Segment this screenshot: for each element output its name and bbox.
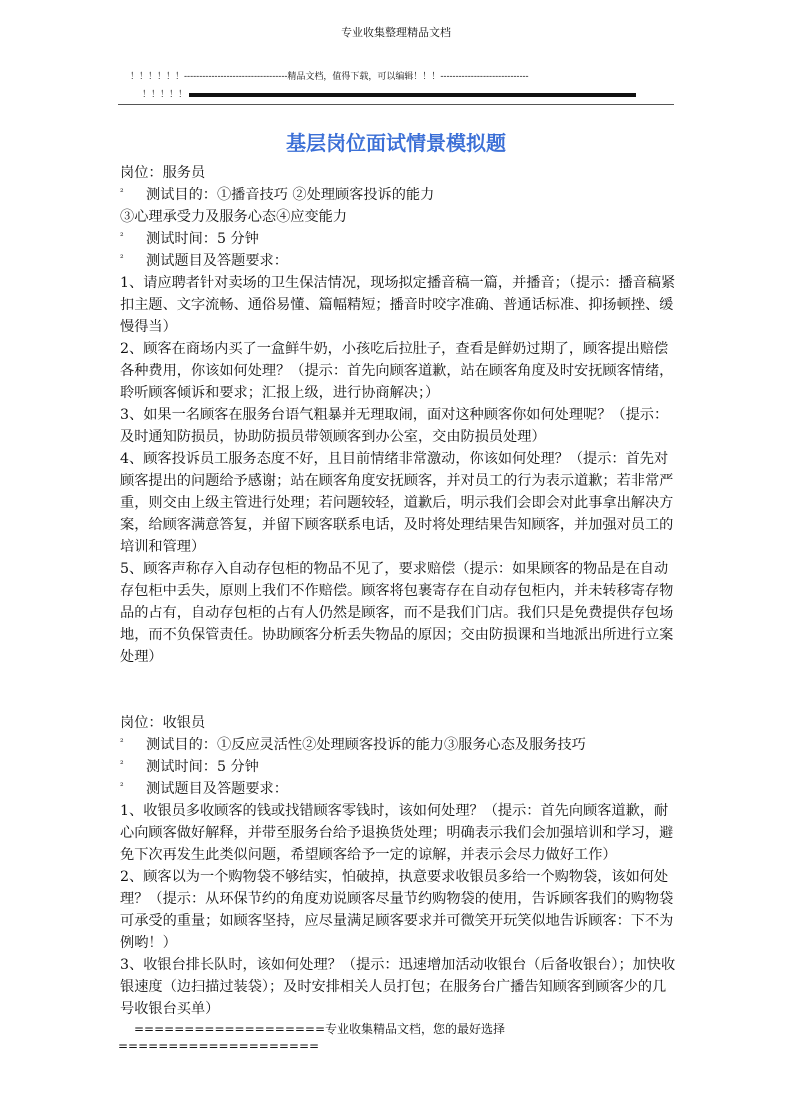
document-title: 基层岗位面试情景模拟题: [286, 131, 506, 155]
header-line2-prefix: ！！！！！: [142, 90, 188, 100]
footer-line-2: ====================: [118, 1039, 320, 1053]
section1-question-5: 5、顾客声称存入自动存包柜的物品不见了，要求赔偿（提示：如果顾客的物品是在自动存包柜中丢失，原则上我们不作赔偿。顾客将包裹寄存在自动存包柜内，并未转移寄存物品的占有，自动存包柜的占有人仍然是顾客，而不是我们门店。我们只是免费提供存包场地，而不负保管责任。协助顾客分析丢失物品的原因；交由防损课和当地派出所进行立案处理）: [120, 561, 674, 665]
header-title: 专业收集整理精品文档: [341, 26, 451, 39]
section1-purpose-continued: ③心理承受力及服务心态④应变能力: [120, 209, 348, 225]
section2-requirements-text: 测试题目及答题要求：: [146, 781, 288, 797]
section1-time-text: 测试时间：5 分钟: [146, 231, 259, 247]
document-body: [120, 162, 680, 1020]
section1-time: [120, 228, 680, 250]
bullet-marker: ²: [120, 760, 124, 770]
section-spacer: [120, 668, 680, 712]
section1-position: 岗位：服务员: [120, 165, 206, 181]
section1-requirements-text: 测试题目及答题要求：: [146, 253, 288, 269]
bullet-marker: ²: [120, 738, 124, 748]
section1-requirements: [120, 250, 680, 272]
section1-question-3: 3、如果一名顾客在服务台语气粗暴并无理取闹，面对这种顾客你如何处理呢？（提示：及时通知防损员，协助防损员带领顾客到办公室，交由防损员处理）: [120, 407, 669, 445]
bullet-marker: ²: [120, 782, 124, 792]
section2-question-3: 3、收银台排长队时，该如何处理？（提示：迅速增加活动收银台（后备收银台）；加快收银速度（边扫描过装袋）；及时安排相关人员打包；在服务台广播告知顾客到顾客少的几号收银台买单）: [120, 957, 676, 1017]
header-thick-bar: [189, 93, 636, 97]
header-banner-line-2: [142, 89, 652, 101]
section1-question-2: 2、顾客在商场内买了一盒鲜牛奶，小孩吃后拉肚子，查看是鲜奶过期了，顾客提出赔偿各种费用，你该如何处理？（提示：首先向顾客道歉，站在顾客角度及时安抚顾客情绪，聆听顾客倾诉和要求；汇报上级，进行协商解决；）: [120, 341, 674, 401]
section2-requirements: [120, 778, 680, 800]
bullet-marker: ²: [120, 232, 124, 242]
section2-time: [120, 756, 680, 778]
section2-purpose-text: 测试目的：①反应灵活性②处理顾客投诉的能力③服务心态及服务技巧: [146, 737, 586, 753]
header-banner-line: ！！！！！！----------------------------------精品文档，值得下载，可以编辑！！！-----------------------------: [130, 72, 529, 82]
bullet-marker: ²: [120, 254, 124, 264]
section2-question-2: 2、顾客以为一个购物袋不够结实，怕破掉，执意要求收银员多给一个购物袋，该如何处理？（提示：从环保节约的角度劝说顾客尽量节约购物袋的使用，告诉顾客我们的购物袋可承受的重量；如顾客坚持，应尽量满足顾客要求并可微笑开玩笑似地告诉顾客：下不为例哟！）: [120, 869, 674, 951]
header-divider: [118, 104, 674, 105]
section1-question-1: 1、请应聘者针对卖场的卫生保洁情况，现场拟定播音稿一篇，并播音；（提示：播音稿紧扣主题、文字流畅、通俗易懂、篇幅精短；播音时咬字准确、普通话标准、抑扬顿挫、缓慢得当）: [120, 275, 676, 335]
section1-question-4: 4、顾客投诉员工服务态度不好，且目前情绪非常激动，你该如何处理？（提示：首先对顾客提出的问题给予感谢；站在顾客角度安抚顾客，并对员工的行为表示道歉；若非常严重，则交由上级主管进行处理；若问题较轻，道歉后，明示我们会即会对此事拿出解决方案，给顾客满意答复，并留下顾客联系电话，及时将处理结果告知顾客，并加强对员工的培训和管理）: [120, 451, 674, 555]
section2-purpose: [120, 734, 680, 756]
footer-line: ===================专业收集精品文档，您的最好选择: [134, 1022, 506, 1036]
bullet-marker: ²: [120, 188, 124, 198]
section1-purpose-text: 测试目的：①播音技巧 ②处理顾客投诉的能力: [146, 187, 435, 203]
section2-time-text: 测试时间：5 分钟: [146, 759, 259, 775]
section2-position: 岗位：收银员: [120, 715, 206, 731]
section1-purpose: [120, 184, 680, 206]
section2-question-1: 1、收银员多收顾客的钱或找错顾客零钱时，该如何处理？（提示：首先向顾客道歉，耐心向顾客做好解释，并带至服务台给予退换货处理；明确表示我们会加强培训和学习，避免下次再发生此类似问题，希望顾客给予一定的谅解，并表示会尽力做好工作）: [120, 803, 674, 863]
